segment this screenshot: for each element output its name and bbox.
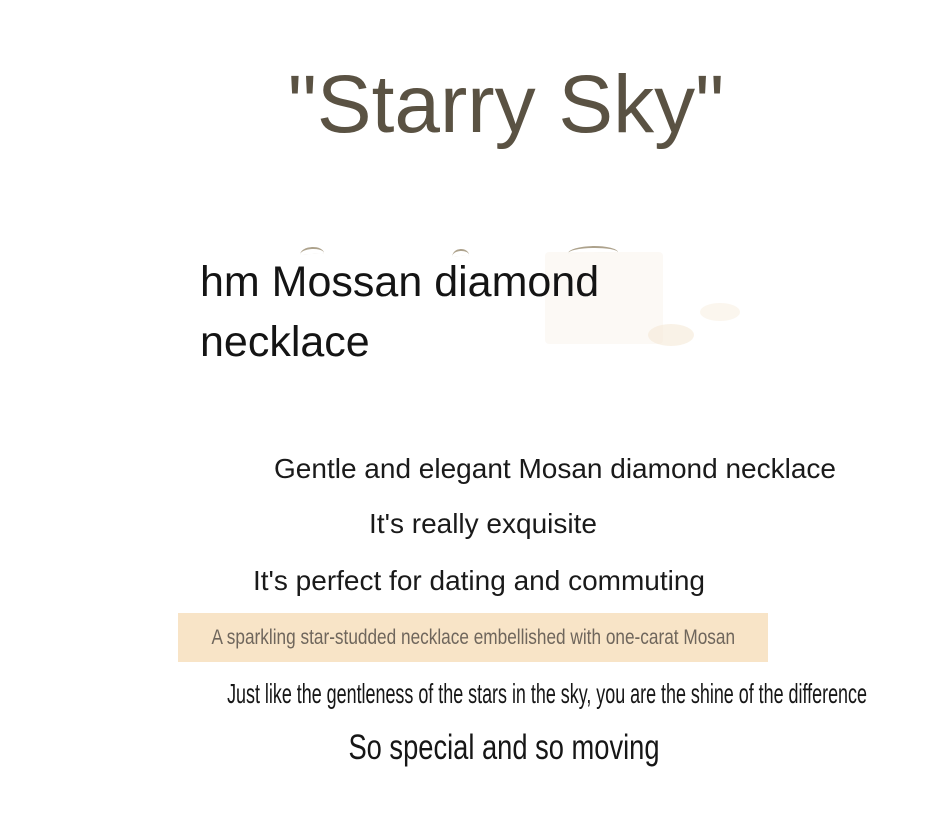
product-heading xyxy=(200,252,599,372)
watermark-artifact-smudge xyxy=(700,303,740,321)
footer-line-1: Just like the gentleness of the stars in the sky, you are the shine of the difference xyxy=(227,678,867,709)
product-heading-line-2: necklace xyxy=(200,318,370,366)
description-line-1: Gentle and elegant Mosan diamond necklace xyxy=(274,453,836,484)
footer-line-2: So special and so moving xyxy=(348,728,660,767)
page-title: "Starry Sky" xyxy=(287,59,725,150)
description-line-3: It's perfect for dating and commuting xyxy=(252,565,706,596)
product-heading-line-1: hm Mossan diamond xyxy=(200,258,600,306)
watermark-artifact-smudge xyxy=(648,324,694,346)
highlight-strip xyxy=(178,613,768,662)
highlight-text: A sparkling star-studded necklace embellished with one-carat Mosan xyxy=(211,625,735,649)
description-line-2: It's really exquisite xyxy=(369,508,597,539)
